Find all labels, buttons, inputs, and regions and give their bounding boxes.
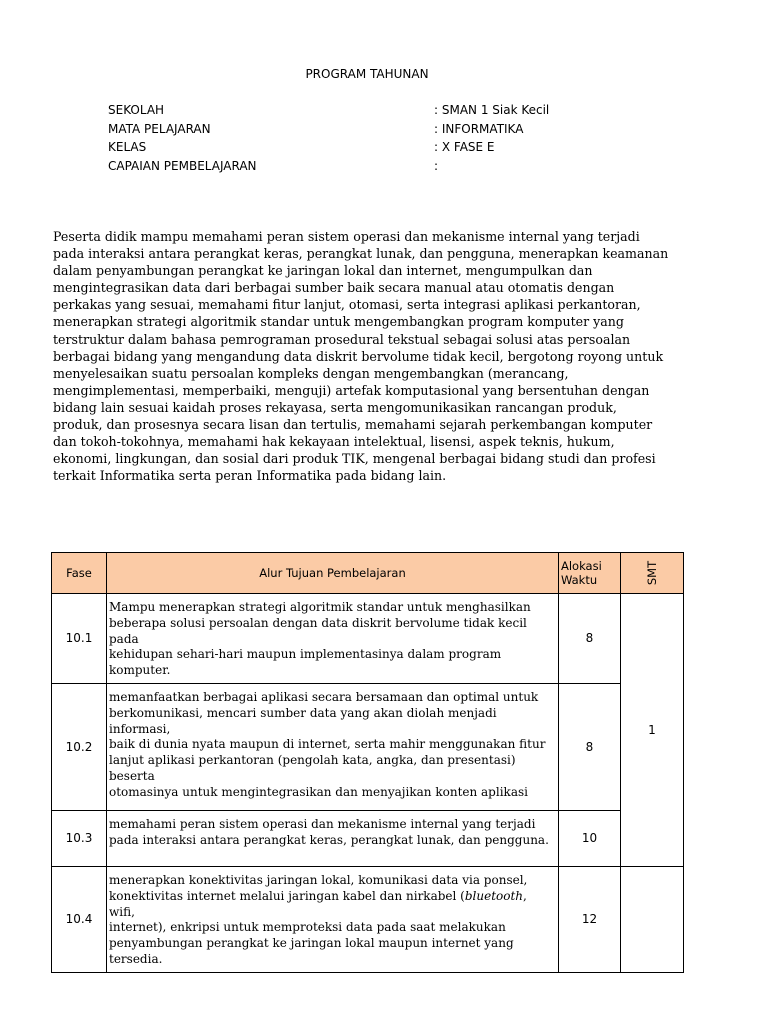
alur-tujuan-table — [51, 552, 684, 973]
cell-fase: 10.1 — [52, 594, 107, 684]
cell-line: tersedia. — [109, 951, 163, 966]
paragraph-line: berbagai bidang yang mengandung data diskrit bervolume tidak kecil, bergotong royong untuk — [53, 348, 664, 364]
paragraph-line: ekonomi, lingkungan, dan sosial dari produk TIK, mengenal berbagai bidang studi dan profesi — [53, 451, 656, 467]
paragraph-line: menerapkan strategi algoritmik standar untuk mengembangkan program komputer yang — [53, 314, 624, 330]
cell-line: otomasinya untuk mengintegrasikan dan menyajikan konten aplikasi — [109, 784, 528, 799]
cell-line: Mampu menerapkan strategi algoritmik standar untuk menghasilkan — [109, 600, 531, 614]
header-smt — [621, 553, 684, 594]
paragraph-line: pada interaksi antara perangkat keras, perangkat lunak, dan pengguna, menerapkan keamanan — [53, 246, 669, 262]
meta-value: : INFORMATIKA — [434, 122, 524, 136]
paragraph-line: menyelesaikan suatu persoalan kompleks dengan mengembangkan (merancang, — [53, 365, 569, 381]
cell-line: internet), enkripsi untuk memproteksi data pada saat melakukan — [109, 920, 506, 935]
header-fase: Fase — [52, 553, 107, 594]
header-alokasi-line1: Alokasi — [561, 559, 602, 573]
cell-alur — [107, 594, 559, 684]
cell-line: baik di dunia nyata maupun di internet, serta mahir menggunakan fitur — [109, 737, 546, 752]
cell-text: konektivitas internet melalui jaringan kabel dan nirkabel ( — [109, 888, 465, 903]
paragraph-line: terstruktur dalam bahasa pemrograman prosedural tekstual sebagai solusi atas persoalan — [53, 331, 631, 347]
meta-label: SEKOLAH — [108, 103, 165, 117]
page-title: PROGRAM TAHUNAN — [305, 67, 429, 81]
header-alokasi — [559, 553, 621, 594]
cell-line: memahami peran sistem operasi dan mekanisme internal yang terjadi — [109, 816, 536, 831]
cell-fase: 10.2 — [52, 683, 107, 810]
cell-fase: 10.3 — [52, 810, 107, 866]
cell-alokasi: 12 — [559, 866, 621, 972]
table-row — [52, 810, 684, 866]
cell-alokasi: 8 — [559, 683, 621, 810]
table-row — [52, 594, 684, 684]
paragraph-line: produk, dan prosesnya secara lisan dan tertulis, memahami sejarah perkembangan komputer — [53, 417, 653, 433]
cell-line: menerapkan konektivitas jaringan lokal, komunikasi data via ponsel, — [109, 872, 528, 887]
cell-alur — [107, 810, 559, 866]
table-row — [52, 683, 684, 810]
cell-alokasi: 8 — [559, 594, 621, 684]
paragraph-line: mengintegrasikan data dari berbagai sumber baik secara manual atau otomatis dengan — [53, 280, 615, 296]
cell-line — [109, 889, 556, 921]
paragraph-line: Peserta didik mampu memahami peran sistem operasi dan mekanisme internal yang terjadi — [53, 229, 640, 244]
cell-line: komputer. — [109, 663, 171, 678]
cell-alur — [107, 683, 559, 810]
meta-label: KELAS — [108, 140, 147, 154]
cell-line: pada interaksi antara perangkat keras, perangkat lunak, dan pengguna. — [109, 832, 549, 847]
paragraph-line: dalam penyambungan perangkat ke jaringan lokal dan internet, mengumpulkan dan — [53, 263, 593, 279]
cell-italic-text: bluetooth — [464, 888, 524, 903]
cell-smt: 1 — [621, 594, 684, 867]
cell-line: beberapa solusi persoalan dengan data diskrit bervolume tidak kecil pada — [109, 615, 527, 646]
header-alur: Alur Tujuan Pembelajaran — [107, 553, 559, 594]
cell-line: berkomunikasi, mencari sumber data yang akan diolah menjadi informasi, — [109, 705, 497, 736]
cell-text: , wifi, — [109, 888, 527, 919]
table-row — [52, 866, 684, 972]
meta-value: : SMAN 1 Siak Kecil — [434, 103, 550, 117]
paragraph-line: dan tokoh-tokohnya, memahami hak kekayaan intelektual, lisensi, aspek teknis, hukum, — [53, 434, 615, 450]
meta-value: : X FASE E — [434, 140, 495, 154]
paragraph-line: bidang lain sesuai kaidah proses rekayasa, serta mengomunikasikan rancangan produk, — [53, 399, 617, 415]
header-alokasi-line2: Waktu — [561, 573, 598, 587]
cell-line: lanjut aplikasi perkantoran (pengolah kata, angka, dan presentasi) beserta — [109, 753, 516, 783]
paragraph-line: perkakas yang sesuai, memahami fitur lanjut, otomasi, serta integrasi aplikasi perkantoran, — [53, 297, 641, 313]
cell-line: penyambungan perangkat ke jaringan lokal maupun internet yang — [109, 936, 514, 951]
table-header-row — [52, 553, 684, 594]
header-smt-label: SMT — [645, 560, 659, 586]
meta-label: MATA PELAJARAN — [108, 122, 211, 136]
paragraph-line: terkait Informatika serta peran Informatika pada bidang lain. — [53, 468, 447, 484]
meta-value: : — [434, 159, 439, 173]
cell-line: memanfaatkan berbagai aplikasi secara bersamaan dan optimal untuk — [109, 689, 539, 704]
cell-alur — [107, 866, 559, 972]
cell-line: kehidupan sehari-hari maupun implementasinya dalam program — [109, 647, 502, 662]
cell-smt-empty — [621, 866, 684, 972]
meta-label: CAPAIAN PEMBELAJARAN — [108, 159, 257, 173]
cell-fase: 10.4 — [52, 866, 107, 972]
capaian-pembelajaran-paragraph — [53, 228, 693, 484]
cell-alokasi: 10 — [559, 810, 621, 866]
paragraph-line: mengimplementasi, memperbaiki, menguji) artefak komputasional yang bersentuhan dengan — [53, 382, 650, 398]
